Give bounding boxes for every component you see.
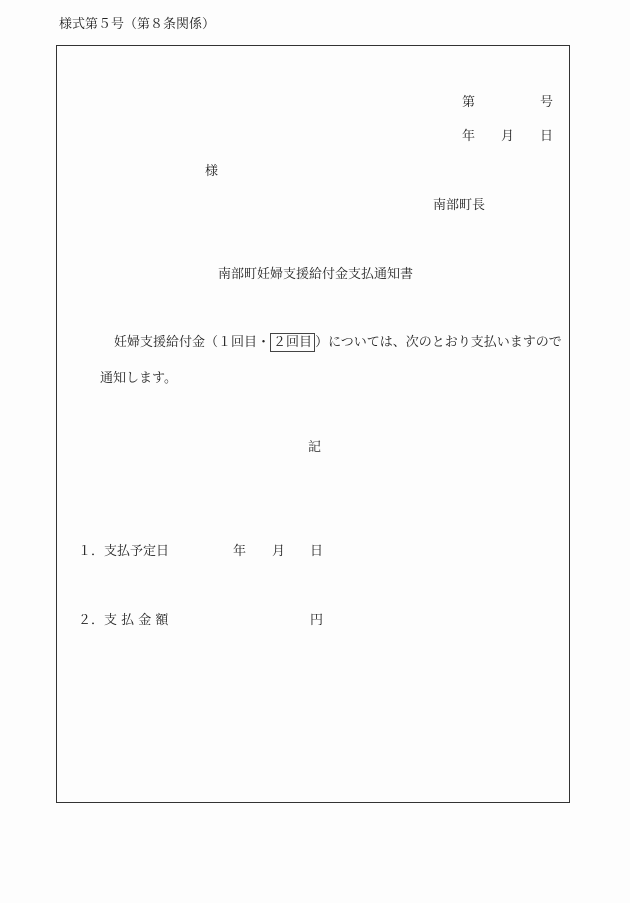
doc-number-dai: 第 <box>462 95 476 110</box>
body-suffix: ）については、次のとおり支払いますので <box>315 335 562 350</box>
issuer: 南部町長 <box>433 198 486 213</box>
item-payment-date-label: １．支払予定日 <box>78 544 170 559</box>
addressee-suffix: 様 <box>205 164 219 179</box>
document-title: 南部町妊婦支援給付金支払通知書 <box>218 267 414 282</box>
body-prefix: 妊婦支援給付金（ <box>114 335 219 350</box>
date-month: 月 <box>501 129 515 144</box>
doc-number-go: 号 <box>540 95 554 110</box>
date-year: 年 <box>462 129 476 144</box>
item-payment-date-year: 年 <box>233 544 247 559</box>
item-payment-date-day: 日 <box>310 544 324 559</box>
option-second-selected: ２回目 <box>270 333 315 352</box>
option-first: １回目 <box>218 335 258 350</box>
body-line-2: 通知します。 <box>100 371 177 386</box>
body-line-1 <box>114 336 562 349</box>
date-day: 日 <box>540 129 554 144</box>
item-payment-amount-unit: 円 <box>310 613 324 628</box>
document-frame <box>56 45 570 803</box>
item-payment-amount-label: ２．支 払 金 額 <box>78 613 169 628</box>
ki-heading: 記 <box>308 440 322 455</box>
item-payment-date-month: 月 <box>272 544 286 559</box>
form-label: 様式第５号（第８条関係） <box>59 17 216 32</box>
option-separator: ・ <box>257 335 271 350</box>
